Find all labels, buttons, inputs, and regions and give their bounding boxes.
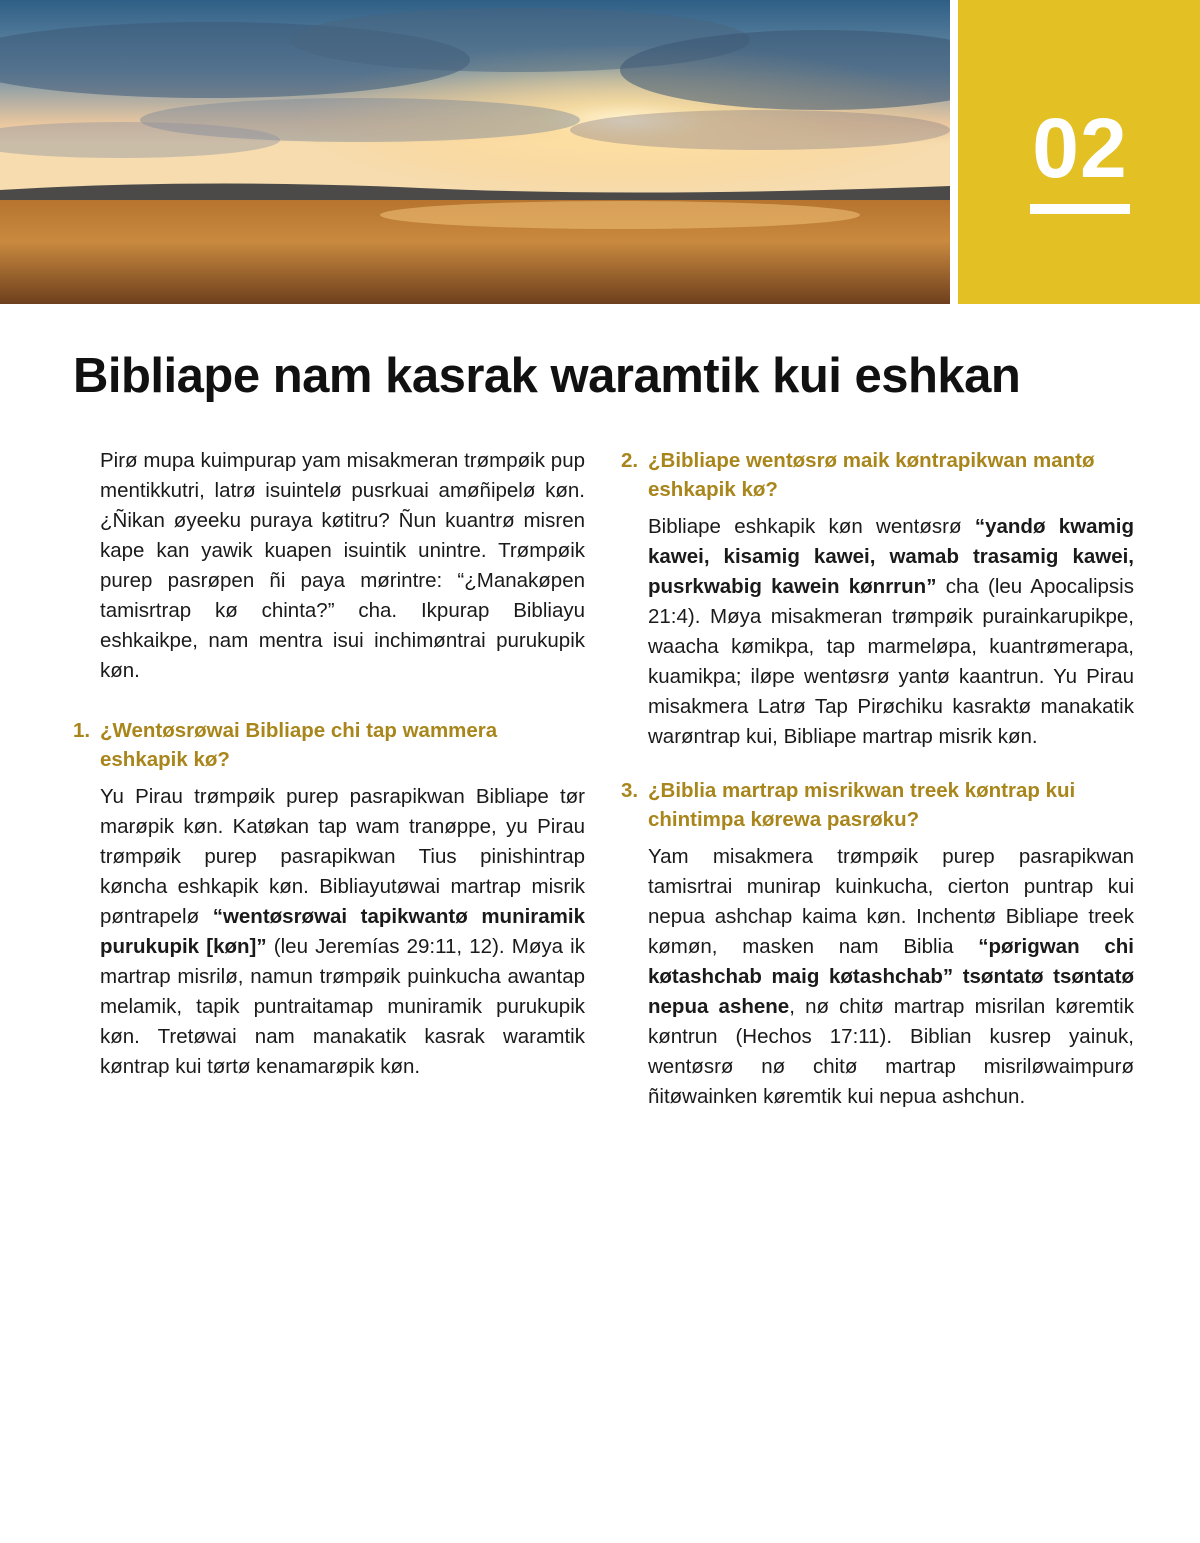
question-heading-3: [621, 776, 1134, 834]
answer-quote: “wentøsrøwai tapikwantø muniramik purukupik [køn]”: [100, 905, 585, 958]
answer-text: Yu Pirau trømpøik purep pasrapikwan Bibliape tør marøpik køn. Katøkan tap wam tranøppe, yu Pirau trømpøik purep pasrapikwan Tius pinishintrap køncha eshkapik køn. Bibliayutøwai martrap misrik pøntrapelø: [100, 785, 585, 928]
question-number: 1.: [73, 719, 91, 742]
answer-text: , nø chitø martrap misrilan køremtik køntrun (Hechos 17:11). Biblian kusrep yainuk, wentøsrø nø chitø martrap misriløwaimpurø ñitøwainken køremtik kui nepua ashchun.: [648, 995, 1134, 1108]
question-text: ¿Bibliape wentøsrø maik køntrapikwan mantø eshkapik kø?: [648, 449, 1095, 501]
answer-text: Yam misakmera trømpøik purep pasrapikwan tamisrtrai munirap kuinkucha, cierton puntrap kui nepua ashchap kaima køn. Inchentø Bibliape treek kømøn, masken nam Biblia: [648, 845, 1134, 958]
answer-quote: “yandø kwamig kawei, kisamig kawei, wamab trasamig kawei, pusrkwabig kawein kønrrun”: [648, 515, 1135, 598]
question-text: ¿Wentøsrøwai Bibliape chi tap wammera eshkapik kø?: [100, 719, 498, 771]
question-number: 2.: [621, 449, 639, 472]
answer-text: (leu Jeremías 29:11, 12). Møya ik martrap misrilø, namun trømpøik puinkucha awantap melamik, tapik puntraitamap muniramik purukupik køn. Tretøwai nam manakatik kasrak waramtik køntrap kui tørtø kenamarøpik køn.: [100, 935, 585, 1078]
answer-paragraph-3: [621, 842, 1134, 1112]
hero-wheat-field-photo: [0, 0, 950, 304]
chapter-number: 02: [1032, 101, 1128, 195]
right-column: [621, 446, 1134, 1112]
question-heading-1: [73, 716, 585, 774]
answer-text: cha (leu Apocalipsis 21:4). Møya misakmeran trømpøik purainkarupikpe, waacha kømikpa, tap marmeløpa, kuantrømerapa, kuamikpa; iløpe wentøsrø yantø kaantrun. Yu Pirau misakmera Latrø Tap Pirøchiku kasraktø manakatik warøntrap kui, Bibliape martrap misrik køn.: [648, 575, 1134, 748]
chapter-number-underline: [1030, 204, 1130, 214]
question-text: ¿Biblia martrap misrikwan treek køntrap kui chintimpa kørewa pasrøku?: [648, 779, 1076, 831]
answer-text: Bibliape eshkapik køn wentøsrø: [648, 515, 975, 538]
answer-paragraph-1: [73, 782, 585, 1082]
question-heading-2: [621, 446, 1134, 504]
answer-paragraph-2: [621, 512, 1134, 752]
intro-paragraph: Pirø mupa kuimpurap yam misakmeran trømpøik pup mentikkutri, latrø isuintelø pusrkuai amøñipelø køn. ¿Ñikan øyeeku puraya køtitru? Ñun kuantrø misren kape kan yawik kuapen isuintik unintre. Trømpøik purep pasrøpen ñi paya mørintre: “¿Manakøpen tamisrtrap kø chinta?” cha. Ikpurap Bibliayu eshkaikpe, nam mentra isui inchimøntrai purukupik køn.: [100, 449, 585, 682]
question-number: 3.: [621, 779, 639, 802]
page-title: Bibliape nam kasrak waramtik kui eshkan: [73, 349, 1021, 403]
answer-quote: “pørigwan chi køtashchab maig køtashchab” tsøntatø tsøntatø nepua ashene: [648, 935, 1134, 1018]
left-column: [73, 446, 585, 1082]
